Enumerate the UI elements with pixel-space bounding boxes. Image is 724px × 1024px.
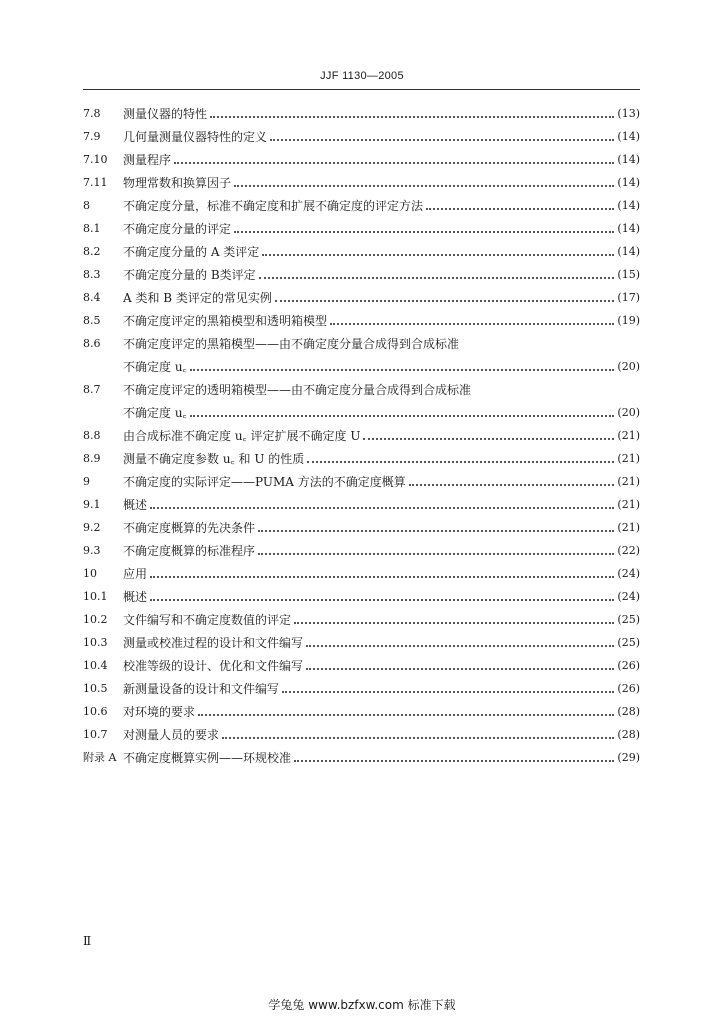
toc-entry-title: 对环境的要求	[123, 705, 196, 719]
toc-entry-title: 不确定度分量的 A 类评定	[123, 245, 260, 259]
toc-entry-title: 文件编写和不确定度数值的评定	[123, 613, 292, 627]
toc-entry-page: (14)	[617, 130, 640, 143]
toc-entry[interactable]	[83, 352, 640, 375]
toc-entry-title: 不确定度概算的先决条件	[123, 521, 256, 535]
toc-entry-number: 8.7	[83, 383, 101, 396]
toc-entry[interactable]	[83, 214, 640, 237]
dot-leader	[282, 690, 614, 693]
toc-entry-page: (21)	[617, 452, 640, 465]
dot-leader	[294, 759, 614, 762]
toc-entry-number: 9.2	[83, 521, 101, 534]
toc-entry-title: 由合成标准不确定度 u꜀ 评定扩展不确定度 U	[123, 429, 361, 443]
toc-entry-page: (26)	[617, 659, 640, 672]
toc-entry-number: 10.3	[83, 636, 108, 649]
toc-entry[interactable]	[83, 697, 640, 720]
toc-entry-page: (14)	[617, 153, 640, 166]
toc-entry-page: (24)	[617, 567, 640, 580]
toc-entry-title: 测量或校准过程的设计和文件编写	[123, 636, 304, 650]
dot-leader	[426, 207, 614, 210]
dot-leader	[258, 552, 614, 555]
dot-leader	[234, 230, 614, 233]
toc-entry-title: 不确定度的实际评定——PUMA 方法的不确定度概算	[123, 475, 406, 489]
toc-entry[interactable]	[83, 375, 640, 398]
toc-entry-title: 物理常数和换算因子	[123, 176, 232, 190]
toc-entry[interactable]	[83, 467, 640, 490]
toc-entry[interactable]	[83, 99, 640, 122]
toc-entry-title: 不确定度评定的黑箱模型和透明箱模型	[123, 314, 328, 328]
toc-entry-page: (29)	[617, 751, 640, 764]
toc-entry[interactable]	[83, 168, 640, 191]
footer-watermark: 学兔兔 www.bzfxw.com 标准下载	[268, 998, 456, 1012]
dot-leader	[409, 483, 615, 486]
toc-entry-title: 不确定度评定的黑箱模型——由不确定度分量合成得到合成标准	[123, 337, 460, 351]
table-of-contents	[83, 99, 640, 766]
dot-leader	[150, 506, 614, 509]
toc-entry-number: 10.5	[83, 682, 108, 695]
toc-entry-title: 不确定度评定的透明箱模型——由不确定度分量合成得到合成标准	[123, 383, 472, 397]
toc-entry[interactable]	[83, 559, 640, 582]
toc-entry-page: (21)	[617, 521, 640, 534]
toc-entry-title: 校准等级的设计、优化和文件编写	[123, 659, 304, 673]
page-number: Ⅱ	[83, 934, 92, 948]
toc-entry-number: 8.8	[83, 429, 101, 442]
toc-entry-number: 7.10	[83, 153, 108, 166]
toc-entry-title: 测量不确定度参数 u꜀ 和 U 的性质	[123, 452, 305, 466]
toc-entry[interactable]	[83, 122, 640, 145]
toc-entry-title: 不确定度概算的标准程序	[123, 544, 256, 558]
dot-leader	[234, 184, 614, 187]
toc-entry-title: 对测量人员的要求	[123, 728, 220, 742]
toc-entry-number: 9	[83, 475, 90, 488]
toc-entry-page: (21)	[617, 475, 640, 488]
toc-entry-number: 8	[83, 199, 90, 212]
dot-leader	[190, 368, 615, 371]
toc-entry-number: 8.3	[83, 268, 101, 281]
dot-leader	[363, 437, 614, 440]
toc-entry-page: (20)	[617, 406, 640, 419]
dot-leader	[259, 276, 615, 279]
toc-entry-number: 8.9	[83, 452, 101, 465]
toc-entry-number: 10.2	[83, 613, 108, 626]
toc-entry-page: (28)	[617, 705, 640, 718]
toc-entry[interactable]	[83, 651, 640, 674]
toc-entry-number: 10	[83, 567, 97, 580]
toc-entry-number: 10.4	[83, 659, 108, 672]
toc-entry-page: (25)	[617, 613, 640, 626]
toc-entry[interactable]	[83, 720, 640, 743]
toc-entry[interactable]	[83, 260, 640, 283]
toc-entry-title: 测量仪器的特性	[123, 107, 208, 121]
toc-entry[interactable]	[83, 421, 640, 444]
toc-entry[interactable]	[83, 582, 640, 605]
toc-entry[interactable]	[83, 674, 640, 697]
toc-entry[interactable]	[83, 329, 640, 352]
toc-entry-page: (19)	[617, 314, 640, 327]
dot-leader	[262, 253, 614, 256]
toc-entry-title: 应用	[123, 567, 148, 581]
toc-entry-title: 不确定度分量的评定	[123, 222, 232, 236]
toc-entry-number: 10.1	[83, 590, 108, 603]
toc-entry-page: (24)	[617, 590, 640, 603]
toc-entry[interactable]	[83, 444, 640, 467]
dot-leader	[222, 736, 614, 739]
toc-entry-title: A 类和 B 类评定的常见实例	[123, 291, 272, 305]
toc-entry[interactable]	[83, 237, 640, 260]
toc-entry-number: 10.6	[83, 705, 108, 718]
toc-entry-page: (28)	[617, 728, 640, 741]
toc-entry-page: (13)	[617, 107, 640, 120]
toc-entry[interactable]	[83, 306, 640, 329]
toc-entry-title: 几何量测量仪器特性的定义	[123, 130, 268, 144]
dot-leader	[275, 299, 614, 302]
dot-leader	[190, 414, 615, 417]
toc-entry-title: 概述	[123, 590, 148, 604]
toc-entry[interactable]	[83, 191, 640, 214]
toc-entry-number: 附录 A	[83, 751, 117, 764]
toc-entry-page: (14)	[617, 245, 640, 258]
toc-entry-page: (21)	[617, 498, 640, 511]
toc-entry-number: 9.3	[83, 544, 101, 557]
toc-entry[interactable]	[83, 605, 640, 628]
dot-leader	[210, 115, 614, 118]
dot-leader	[306, 667, 614, 670]
toc-entry-page: (15)	[617, 268, 640, 281]
dot-leader	[306, 644, 614, 647]
toc-entry[interactable]	[83, 145, 640, 168]
toc-entry[interactable]	[83, 398, 640, 421]
toc-entry-number: 8.2	[83, 245, 101, 258]
toc-entry[interactable]	[83, 513, 640, 536]
toc-entry-number: 9.1	[83, 498, 101, 511]
dot-leader	[270, 138, 614, 141]
toc-entry-title: 不确定度分量，标准不确定度和扩展不确定度的评定方法	[123, 199, 424, 213]
toc-entry-page: (17)	[617, 291, 640, 304]
header-rule	[83, 89, 640, 90]
dot-leader	[198, 713, 614, 716]
toc-entry-page: (20)	[617, 360, 640, 373]
dot-leader	[174, 161, 614, 164]
toc-entry-title: 不确定度分量的 B类评定	[123, 268, 256, 282]
toc-entry[interactable]	[83, 283, 640, 306]
document-header: JJF 1130—2005	[320, 70, 404, 82]
toc-entry-number: 7.11	[83, 176, 108, 189]
toc-entry-title: 概述	[123, 498, 148, 512]
toc-entry-title: 不确定度 u꜀	[123, 360, 187, 374]
dot-leader	[150, 598, 614, 601]
toc-entry-page: (21)	[617, 429, 640, 442]
toc-entry-number: 7.9	[83, 130, 101, 143]
toc-entry-number: 7.8	[83, 107, 101, 120]
toc-entry-number: 8.5	[83, 314, 101, 327]
toc-entry[interactable]	[83, 743, 640, 766]
toc-entry-page: (14)	[617, 222, 640, 235]
dot-leader	[307, 460, 614, 463]
toc-entry-number: 10.7	[83, 728, 108, 741]
toc-entry-title: 不确定度 u꜀	[123, 406, 187, 420]
toc-entry[interactable]	[83, 536, 640, 559]
toc-entry[interactable]	[83, 490, 640, 513]
toc-entry-title: 测量程序	[123, 153, 172, 167]
toc-entry-title: 不确定度概算实例——环规校准	[123, 751, 292, 765]
toc-entry-number: 8.4	[83, 291, 101, 304]
dot-leader	[150, 575, 614, 578]
toc-entry-page: (26)	[617, 682, 640, 695]
toc-entry-number: 8.1	[83, 222, 101, 235]
toc-entry-page: (22)	[617, 544, 640, 557]
toc-entry-page: (25)	[617, 636, 640, 649]
dot-leader	[330, 322, 614, 325]
dot-leader	[294, 621, 614, 624]
toc-entry-page: (14)	[617, 199, 640, 212]
toc-entry-number: 8.6	[83, 337, 101, 350]
toc-entry-title: 新测量设备的设计和文件编写	[123, 682, 280, 696]
toc-entry[interactable]	[83, 628, 640, 651]
dot-leader	[258, 529, 614, 532]
toc-entry-page: (14)	[617, 176, 640, 189]
